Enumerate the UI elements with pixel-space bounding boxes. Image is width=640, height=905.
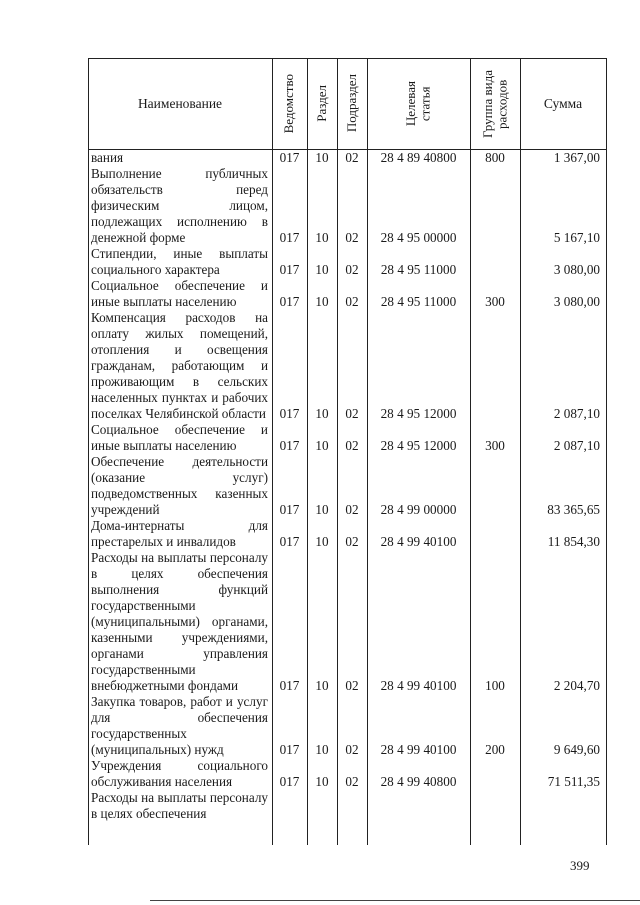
cell-tselevaya: 28 4 95 12000 <box>380 438 457 453</box>
cell-podrazdel: 02 <box>345 774 359 789</box>
cell-summa: 2 204,70 <box>553 678 600 693</box>
cell-vedomstvo: 017 <box>279 742 300 757</box>
cell-vedomstvo: 017 <box>279 438 300 453</box>
cell-vedomstvo: 017 <box>279 502 300 517</box>
cell-tselevaya: 28 4 95 00000 <box>380 230 457 245</box>
cell-vedomstvo: 017 <box>279 534 300 549</box>
row-name: Расходы на выплаты персоналу в целях обеспечения выполнения функций государственными (муниципальными) органами, казенными учреждениями, органами управления государственными внебюджетными фондами <box>91 550 268 693</box>
cell-podrazdel: 02 <box>345 678 359 693</box>
cell-gruppa: 100 <box>485 678 505 693</box>
cell-tselevaya: 28 4 99 00000 <box>380 502 457 517</box>
name-column <box>91 150 268 822</box>
row-name: Дома-интернаты для престарелых и инвалидов <box>91 518 268 549</box>
cell-razdel: 10 <box>315 406 329 421</box>
footer-rule <box>150 900 640 901</box>
cell-summa: 9 649,60 <box>553 742 600 757</box>
cell-vedomstvo: 017 <box>279 678 300 693</box>
cell-razdel: 10 <box>315 438 329 453</box>
row-name: Расходы на выплаты персоналу в целях обеспечения <box>91 790 268 821</box>
cell-tselevaya: 28 4 89 40800 <box>380 150 457 165</box>
header-gruppa-label: Группа вида расходов <box>479 69 509 138</box>
cell-podrazdel: 02 <box>345 406 359 421</box>
cell-podrazdel: 02 <box>345 534 359 549</box>
cell-razdel: 10 <box>315 262 329 277</box>
header-vedomstvo-label: Ведомство <box>281 73 297 134</box>
row-name: Стипендии, иные выплаты социального характера <box>91 246 268 277</box>
cell-tselevaya: 28 4 99 40800 <box>380 774 457 789</box>
cell-summa: 83 365,65 <box>547 502 600 517</box>
cell-podrazdel: 02 <box>345 230 359 245</box>
row-name: Учреждения социального обслуживания населения <box>91 758 268 789</box>
cell-tselevaya: 28 4 99 40100 <box>380 678 457 693</box>
cell-summa: 11 854,30 <box>547 534 600 549</box>
header-razdel <box>307 58 337 149</box>
header-gruppa <box>470 58 520 149</box>
cell-summa: 2 087,10 <box>553 406 600 421</box>
cell-podrazdel: 02 <box>345 150 359 165</box>
cell-summa: 2 087,10 <box>553 438 600 453</box>
header-vedomstvo <box>272 58 307 149</box>
cell-razdel: 10 <box>315 774 329 789</box>
cell-summa: 1 367,00 <box>553 150 600 165</box>
row-name: Обеспечение деятельности (оказание услуг) подведомственных казенных учреждений <box>91 454 268 517</box>
row-name: Выполнение публичных обязательств перед физическим лицом, подлежащих исполнению в денежной форме <box>91 166 268 245</box>
cell-podrazdel: 02 <box>345 294 359 309</box>
cell-razdel: 10 <box>315 742 329 757</box>
cell-tselevaya: 28 4 95 12000 <box>380 406 457 421</box>
cell-tselevaya: 28 4 99 40100 <box>380 742 457 757</box>
cell-tselevaya: 28 4 95 11000 <box>380 262 457 277</box>
row-name: Компенсация расходов на оплату жилых помещений, отопления и освещения гражданам, работающим и проживающим в сельских населенных пунктах и рабочих поселках Челябинской области <box>91 310 268 421</box>
header-tselevaya-label: Целевая статья <box>403 80 433 127</box>
cell-podrazdel: 02 <box>345 262 359 277</box>
header-podrazdel <box>337 58 367 149</box>
cell-summa: 3 080,00 <box>553 294 600 309</box>
cell-razdel: 10 <box>315 230 329 245</box>
cell-vedomstvo: 017 <box>279 774 300 789</box>
cell-razdel: 10 <box>315 502 329 517</box>
cell-summa: 71 511,35 <box>547 774 600 789</box>
row-name: Социальное обеспечение и иные выплаты населению <box>91 422 268 453</box>
cell-razdel: 10 <box>315 294 329 309</box>
cell-vedomstvo: 017 <box>279 294 300 309</box>
cell-razdel: 10 <box>315 678 329 693</box>
row-name: Закупка товаров, работ и услуг для обеспечения государственных (муниципальных) нужд <box>91 694 268 757</box>
cell-podrazdel: 02 <box>345 742 359 757</box>
cell-vedomstvo: 017 <box>279 406 300 421</box>
cell-razdel: 10 <box>315 150 329 165</box>
cell-vedomstvo: 017 <box>279 262 300 277</box>
cell-tselevaya: 28 4 95 11000 <box>380 294 457 309</box>
row-name: Социальное обеспечение и иные выплаты населению <box>91 278 268 309</box>
cell-vedomstvo: 017 <box>279 230 300 245</box>
cell-tselevaya: 28 4 99 40100 <box>380 534 457 549</box>
row-name: вания <box>91 150 124 165</box>
cell-gruppa: 300 <box>485 294 505 309</box>
cell-podrazdel: 02 <box>345 438 359 453</box>
col-border <box>88 58 89 845</box>
header-tselevaya <box>367 58 470 149</box>
header-podrazdel-label: Подраздел <box>343 74 359 133</box>
col-border <box>606 58 607 845</box>
header-summa: Сумма <box>543 95 583 111</box>
header-name: Наименование <box>137 95 223 111</box>
cell-gruppa: 800 <box>485 150 505 165</box>
cell-gruppa: 200 <box>485 742 505 757</box>
cell-summa: 3 080,00 <box>553 262 600 277</box>
page-number: 399 <box>570 858 590 873</box>
cell-gruppa: 300 <box>485 438 505 453</box>
cell-summa: 5 167,10 <box>553 230 600 245</box>
cell-podrazdel: 02 <box>345 502 359 517</box>
cell-razdel: 10 <box>315 534 329 549</box>
header-razdel-label: Раздел <box>313 85 329 122</box>
cell-vedomstvo: 017 <box>279 150 300 165</box>
